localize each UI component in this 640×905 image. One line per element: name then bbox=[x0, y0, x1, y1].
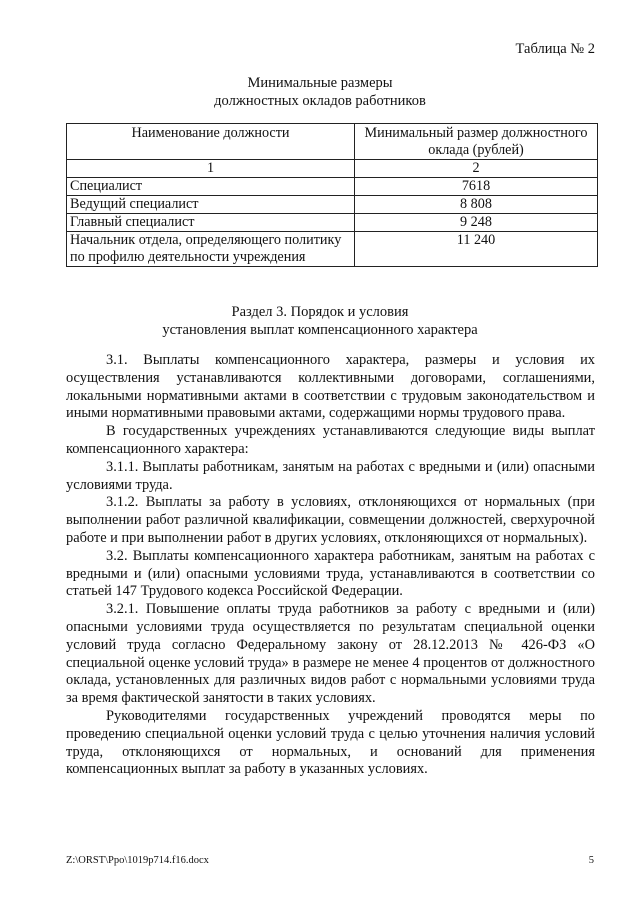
header-salary: Минимальный размер должностного оклада (рублей) bbox=[355, 124, 598, 160]
row-position: Главный специалист bbox=[67, 214, 355, 232]
paragraph-types-intro: В государственных учреждениях устанавливаются следующие виды выплат компенсационного характера: bbox=[66, 423, 595, 457]
page-number: 5 bbox=[588, 855, 594, 866]
table-row bbox=[67, 178, 598, 196]
row-position: Ведущий специалист bbox=[67, 196, 355, 214]
paragraph-3-2: 3.2. Выплаты компенсационного характера работникам, занятым на работах с вредными и (или) опасными условиями труда, устанавливаются в соответствии со статьей 147 Трудового кодекса Российской Федерации. bbox=[66, 547, 595, 600]
table-numbering-row bbox=[67, 160, 598, 178]
column-number-1: 1 bbox=[67, 160, 355, 178]
section-title-line-2: установления выплат компенсационного характера bbox=[162, 322, 478, 338]
table-number: Таблица № 2 bbox=[515, 41, 595, 57]
paragraph-3-2-1: 3.2.1. Повышение оплаты труда работников за работу с вредными и (или) опасными условиями труда осуществляется по результатам специальной оценки условий труда согласно Федеральному закону от 28.12.2013 № 426-ФЗ «О специальной оценке условий труда» в размере не менее 4 процентов от должностного оклада, установленных для различных видов работ с нормальными условиями труда за время фактической занятости в таких условиях. bbox=[66, 601, 595, 707]
row-salary: 7618 bbox=[355, 178, 598, 196]
row-salary: 8 808 bbox=[355, 196, 598, 214]
table-title-line-2: должностных окладов работников bbox=[214, 93, 426, 109]
paragraph-managers: Руководителями государственных учреждений проводятся меры по проведению специальной оценки условий труда с целью уточнения наличия условий труда, отклоняющихся от нормальных, и оснований для применения компенсационных выплат за работу в указанных условиях. bbox=[66, 707, 595, 778]
paragraph-3-1: 3.1. Выплаты компенсационного характера, размеры и условия их осуществления устанавливаются коллективными договорами, соглашениями, локальными нормативными актами в соответствии с трудовым законодательством и иными нормативными правовыми актами, содержащими нормы трудового права. bbox=[66, 352, 595, 422]
table-header-row bbox=[67, 124, 598, 160]
body-text bbox=[66, 352, 595, 779]
paragraph-3-1-1: 3.1.1. Выплаты работникам, занятым на работах с вредными и (или) опасными условиями труда. bbox=[66, 458, 595, 493]
table-title bbox=[0, 74, 640, 110]
table-title-line-1: Минимальные размеры bbox=[247, 75, 393, 91]
section-title bbox=[0, 303, 640, 339]
paragraph-3-1-2: 3.1.2. Выплаты за работу в условиях, отклоняющихся от нормальных (при выполнении работ различной квалификации, совмещении должностей, сверхурочной работе и при выполнении работ в других условиях, отклоняющихся от нормальных). bbox=[66, 494, 595, 546]
row-salary: 9 248 bbox=[355, 214, 598, 232]
table-row bbox=[67, 232, 598, 267]
row-position: Специалист bbox=[67, 178, 355, 196]
row-salary: 11 240 bbox=[355, 232, 598, 267]
footer-file-path: Z:\ORST\Ppo\1019p714.f16.docx bbox=[66, 855, 209, 866]
section-title-line-1: Раздел 3. Порядок и условия bbox=[231, 304, 409, 320]
salary-table bbox=[66, 123, 598, 267]
header-position: Наименование должности bbox=[67, 124, 355, 160]
row-position: Начальник отдела, определяющего политику по профилю деятельности учреждения bbox=[67, 232, 355, 267]
table-row bbox=[67, 214, 598, 232]
table-row bbox=[67, 196, 598, 214]
column-number-2: 2 bbox=[355, 160, 598, 178]
